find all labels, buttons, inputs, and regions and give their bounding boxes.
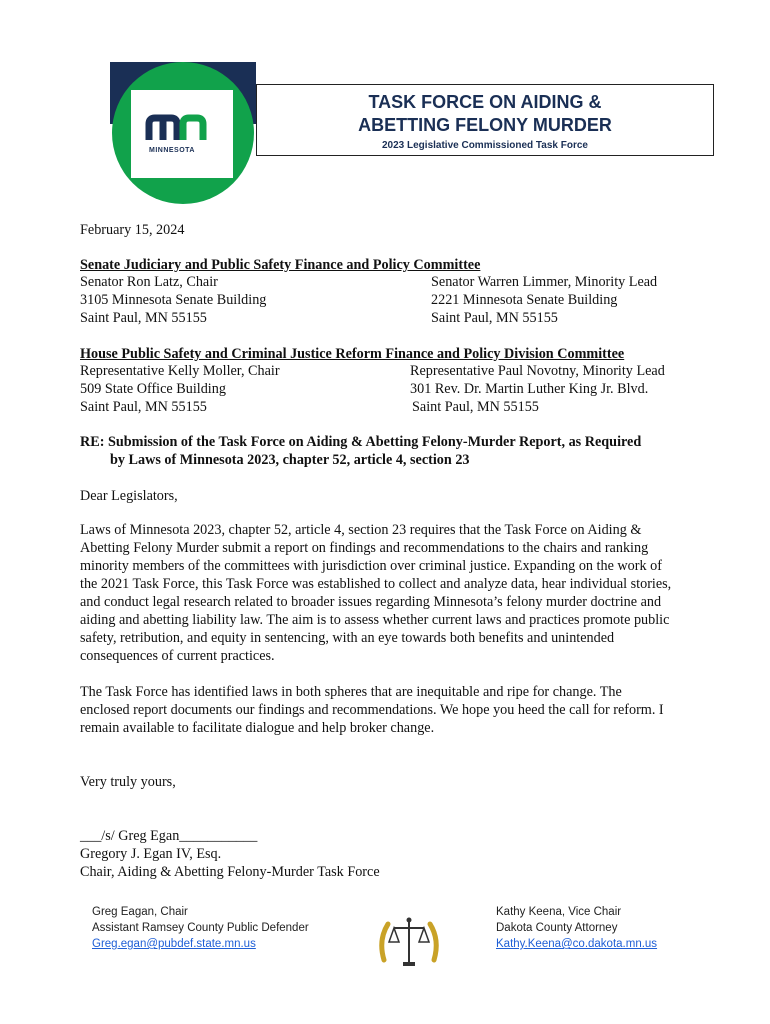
house-left-line: 509 State Office Building [80, 381, 226, 397]
signature-block [80, 827, 380, 881]
senate-addressee-left [80, 273, 266, 327]
paragraph-line: remain available to facilitate dialogue and help broker change. [80, 720, 435, 736]
senate-left-line: 3105 Minnesota Senate Building [80, 292, 267, 308]
house-left-line: Representative Kelly Moller, Chair [80, 363, 280, 379]
footer-chair-name: Greg Eagan, Chair [92, 906, 188, 918]
title-line-2: ABETTING FELONY MURDER [358, 115, 612, 135]
senate-right-line: Senator Warren Limmer, Minority Lead [431, 274, 658, 290]
senate-right-line: Saint Paul, MN 55155 [431, 310, 558, 326]
body-paragraph-2 [80, 683, 716, 737]
scales-of-justice-icon [370, 910, 448, 980]
paragraph-line: enclosed report documents our findings and recommendations. We hope you heed the call for reform. I [80, 702, 664, 718]
house-right-line: 301 Rev. Dr. Martin Luther King Jr. Blvd. [410, 381, 649, 397]
signature-line: ___/s/ Greg Egan___________ [80, 828, 258, 844]
paragraph-line: consequences of current practices. [80, 648, 275, 664]
footer-vice-chair-contact [496, 904, 657, 952]
re-line-1: RE: Submission of the Task Force on Aiding & Abetting Felony-Murder Report, as Required [80, 434, 642, 450]
senate-addressee-right [431, 273, 657, 327]
closing: Very truly yours, [80, 774, 176, 790]
footer-vice-chair-role: Dakota County Attorney [496, 922, 618, 934]
footer-chair-email-link[interactable]: Greg.egan@pubdef.state.mn.us [92, 938, 256, 950]
house-right-line: Saint Paul, MN 55155 [412, 399, 539, 415]
house-addressee-right [410, 362, 665, 416]
title-subtitle: 2023 Legislative Commissioned Task Force [381, 140, 588, 151]
footer-chair-contact [92, 904, 309, 952]
paragraph-line: aiding and abetting liability law. The aim is to assess whether current laws and practices promote public [80, 612, 670, 628]
footer-vice-chair-email-link[interactable]: Kathy.Keena@co.dakota.mn.us [496, 938, 658, 950]
paragraph-line: minority members of the committees with jurisdiction over criminal justice. Expanding on the work of [80, 558, 662, 574]
title-box [256, 84, 714, 156]
signatory-title: Chair, Aiding & Abetting Felony-Murder Task Force [80, 864, 380, 880]
senate-left-line: Senator Ron Latz, Chair [80, 274, 218, 290]
paragraph-line: Laws of Minnesota 2023, chapter 52, article 4, section 23 requires that the Task Force on Aiding & [80, 522, 642, 538]
paragraph-line: the 2021 Task Force, this Task Force was established to collect and analyze data, hear individual stories, [80, 576, 672, 592]
re-line-2: by Laws of Minnesota 2023, chapter 52, article 4, section 23 [110, 452, 470, 468]
house-left-line: Saint Paul, MN 55155 [80, 399, 207, 415]
salutation: Dear Legislators, [80, 488, 178, 504]
body-paragraph-1 [80, 521, 716, 665]
footer-chair-role: Assistant Ramsey County Public Defender [92, 922, 309, 934]
letter-date: February 15, 2024 [80, 222, 185, 238]
title-line-1: TASK FORCE ON AIDING & [368, 92, 602, 112]
signatory-name: Gregory J. Egan IV, Esq. [80, 846, 222, 862]
senate-left-line: Saint Paul, MN 55155 [80, 310, 207, 326]
paragraph-line: and conduct legal research related to broader issues regarding Minnesota’s felony murder doctrine and [80, 594, 662, 610]
house-addressee-left [80, 362, 280, 416]
logo-brand-text: MINNESOTA [149, 147, 195, 154]
senate-right-line: 2221 Minnesota Senate Building [431, 292, 618, 308]
mn-logo-mark-icon [131, 90, 233, 178]
senate-committee-heading: Senate Judiciary and Public Safety Finance and Policy Committee [80, 257, 481, 273]
house-right-line: Representative Paul Novotny, Minority Lead [410, 363, 665, 379]
paragraph-line: The Task Force has identified laws in both spheres that are inequitable and ripe for change. The [80, 684, 622, 700]
paragraph-line: safety, retribution, and equity in sentencing, with an eye towards both benefits and unintended [80, 630, 615, 646]
footer-vice-chair-name: Kathy Keena, Vice Chair [496, 906, 622, 918]
house-committee-heading: House Public Safety and Criminal Justice Reform Finance and Policy Division Committee [80, 346, 625, 362]
paragraph-line: Abetting Felony Murder submit a report on findings and recommendations to the chairs and ranking [80, 540, 649, 556]
minnesota-logo [131, 90, 233, 178]
